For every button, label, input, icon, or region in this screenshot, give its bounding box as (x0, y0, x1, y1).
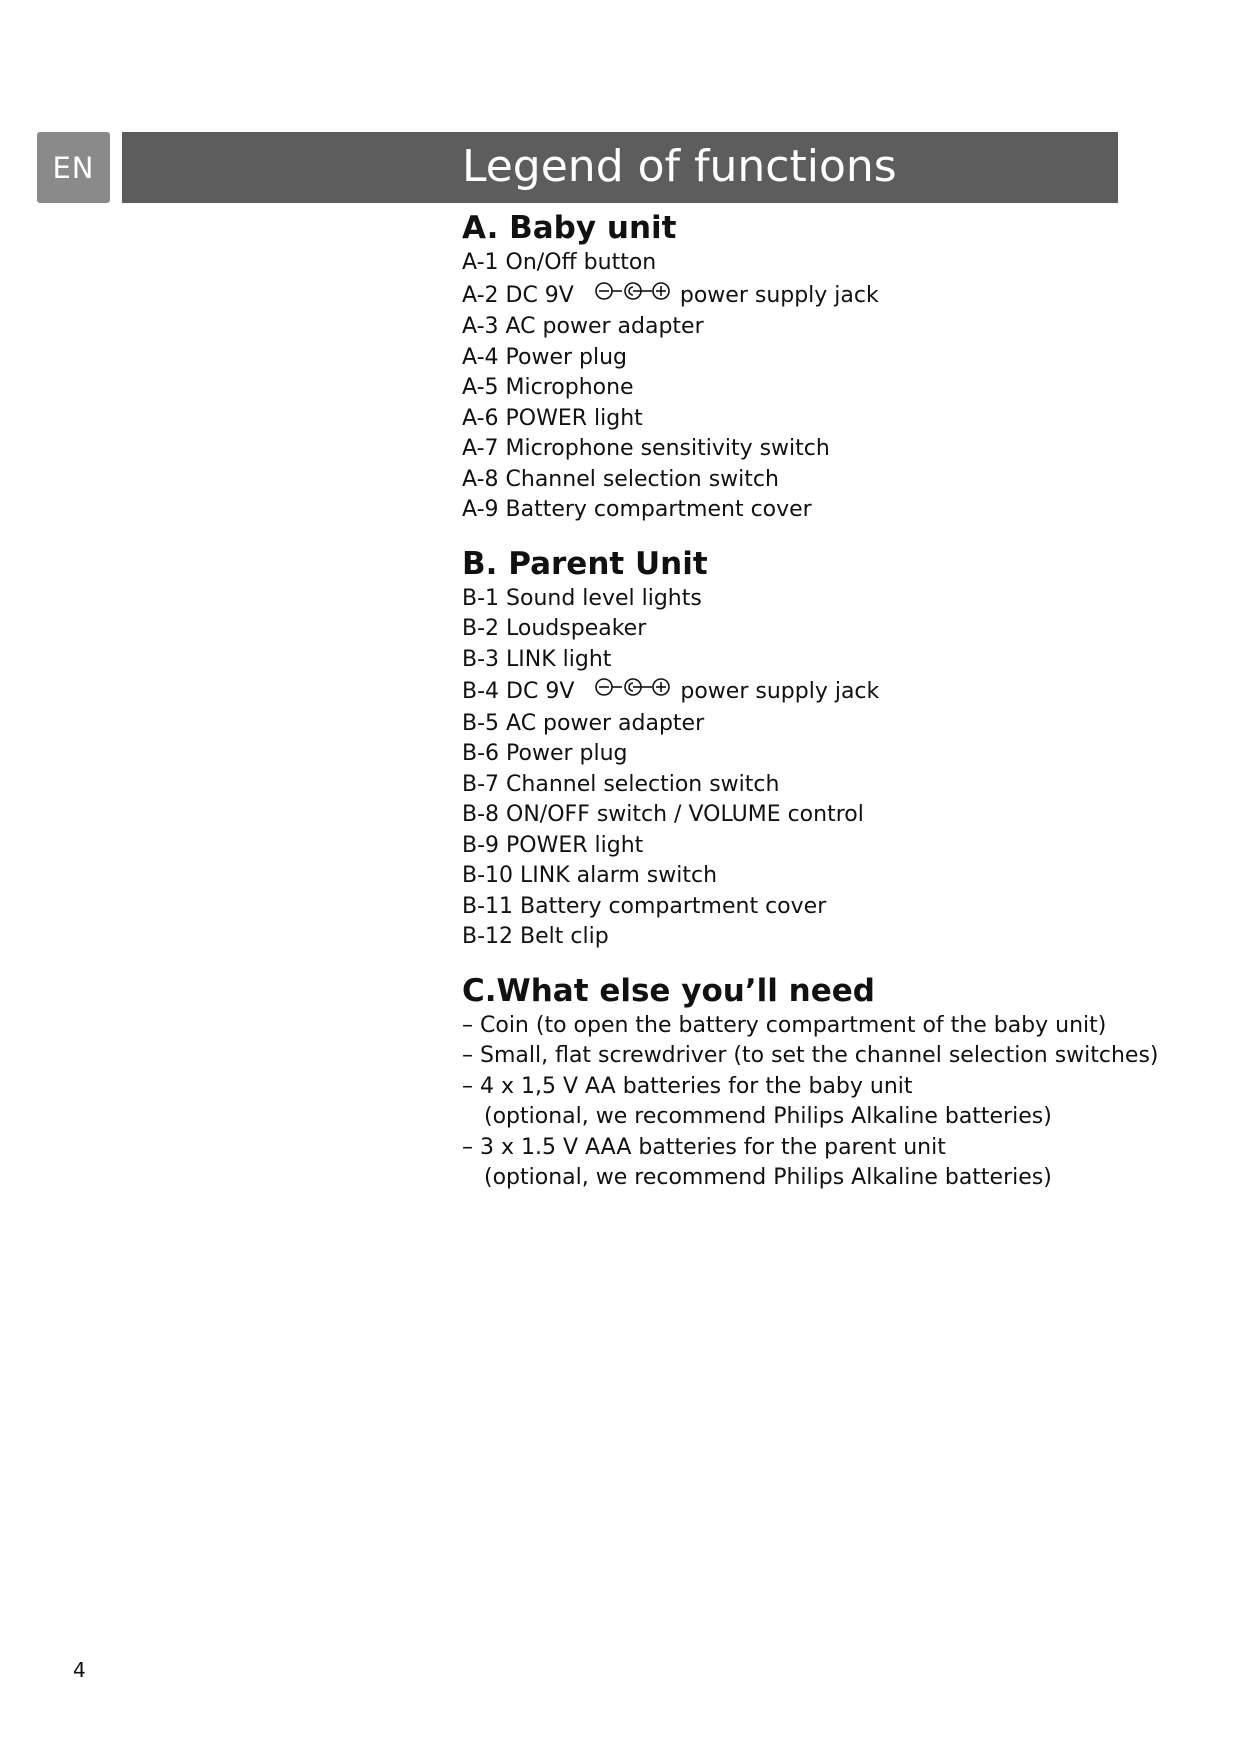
list-item (462, 279, 1162, 313)
item-label: POWER light (505, 405, 643, 431)
section-what-else (462, 971, 1162, 1194)
item-code: A-6 (462, 405, 499, 431)
item-list (462, 248, 1162, 526)
item-code: B-7 (462, 771, 500, 797)
item-label: Sound level lights (506, 585, 702, 611)
list-item-note: (optional, we recommend Philips Alkaline batteries) (484, 1104, 1052, 1129)
section-baby-unit (462, 208, 1162, 526)
list-item (462, 831, 1162, 862)
item-list (462, 584, 1162, 953)
language-tab (37, 132, 110, 203)
list-item (462, 861, 1162, 892)
list-item (462, 312, 1162, 343)
list-item (462, 770, 1162, 801)
item-code: B-10 (462, 863, 514, 888)
list-item (462, 645, 1162, 676)
list-item (462, 922, 1162, 953)
section-parent-unit (462, 544, 1162, 953)
list-item: – 3 x 1.5 V AAA batteries for the parent unit (462, 1134, 946, 1160)
item-label: POWER light (506, 832, 644, 858)
item-label: Belt clip (520, 924, 609, 949)
item-code: A-3 (462, 314, 499, 339)
item-label: AC power adapter (505, 314, 704, 339)
item-label: Battery compartment cover (505, 497, 812, 522)
item-code: B-4 (462, 678, 500, 704)
item-code: A-5 (462, 375, 499, 400)
item-code: B-8 (462, 802, 500, 827)
list-item (462, 465, 1162, 496)
item-label: Power plug (506, 741, 628, 766)
list-item (462, 343, 1162, 374)
item-label: ON/OFF switch / VOLUME control (506, 802, 864, 827)
item-label: DC 9V (505, 282, 574, 308)
item-label: DC 9V (506, 678, 575, 704)
list-item (462, 614, 1162, 645)
section-heading: A. Baby unit (462, 210, 677, 246)
item-label: LINK alarm switch (520, 863, 718, 888)
list-item (462, 800, 1162, 831)
list-item (462, 434, 1162, 465)
item-label: Battery compartment cover (520, 893, 827, 919)
dc-polarity-icon (594, 279, 672, 313)
page-number: 4 (73, 1658, 86, 1682)
item-code: B-3 (462, 646, 500, 672)
language-tab-label: EN (52, 150, 95, 185)
item-code: A-8 (462, 466, 499, 492)
list-item (462, 404, 1162, 435)
item-code: B-11 (462, 893, 514, 919)
item-code: A-4 (462, 344, 499, 370)
page-title: Legend of functions (462, 141, 897, 192)
list-item (462, 584, 1162, 615)
section-heading: B. Parent Unit (462, 545, 708, 582)
list-item (462, 675, 1162, 709)
item-code: B-5 (462, 710, 500, 736)
item-code: A-7 (462, 436, 499, 461)
item-code: A-2 (462, 282, 499, 308)
list-item (462, 248, 1162, 279)
item-code: A-1 (462, 250, 499, 275)
list-item: – Coin (to open the battery compartment of the baby unit) (462, 1012, 1107, 1038)
item-label: Microphone (505, 375, 634, 400)
title-bar (122, 132, 1118, 203)
item-label: AC power adapter (506, 710, 705, 736)
item-label: Microphone sensitivity switch (505, 436, 830, 461)
section-heading: C.What else you’ll need (462, 972, 875, 1009)
item-label: Power plug (505, 344, 628, 370)
list-item: – Small, flat screwdriver (to set the channel selection switches) (462, 1043, 1159, 1068)
list-item (462, 892, 1162, 923)
item-label: Channel selection switch (505, 466, 779, 492)
item-label: On/Off button (505, 250, 657, 275)
list-item: – 4 x 1,5 V AA batteries for the baby unit (462, 1073, 913, 1099)
item-code: B-2 (462, 616, 500, 641)
item-code: B-12 (462, 924, 514, 949)
item-label: Channel selection switch (506, 771, 780, 797)
item-label: LINK light (506, 646, 612, 672)
item-label: Loudspeaker (506, 616, 647, 641)
content-column (462, 208, 1162, 1212)
item-label-suffix: power supply jack (679, 282, 879, 308)
list-item-note: (optional, we recommend Philips Alkaline batteries) (484, 1165, 1052, 1190)
list-item (462, 373, 1162, 404)
list-item (462, 495, 1162, 526)
item-code: B-9 (462, 832, 500, 858)
item-code: A-9 (462, 497, 499, 522)
dc-polarity-icon (594, 675, 672, 709)
list-item (462, 739, 1162, 770)
item-label-suffix: power supply jack (680, 678, 880, 704)
item-code: B-1 (462, 585, 500, 611)
list-item (462, 709, 1162, 740)
item-code: B-6 (462, 741, 500, 766)
